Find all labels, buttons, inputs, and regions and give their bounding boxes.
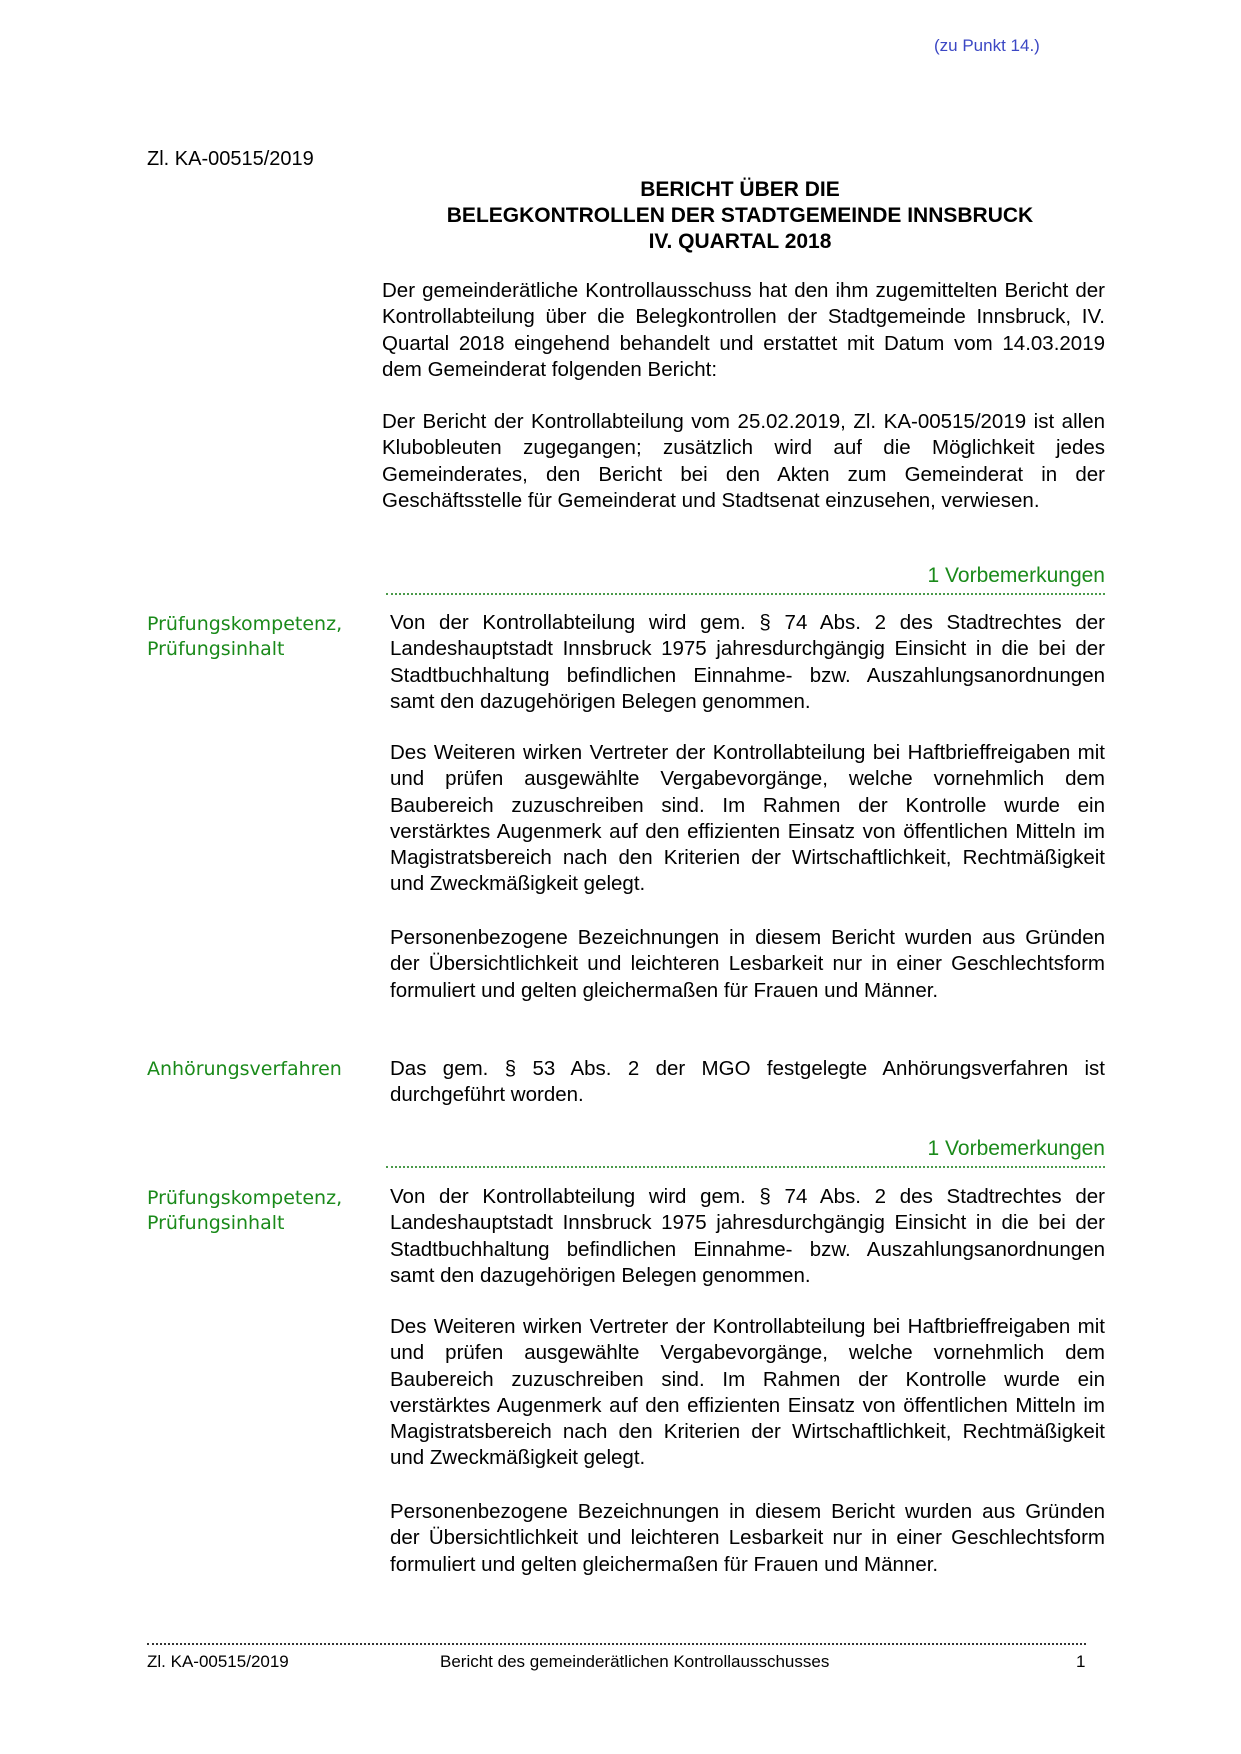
section-heading: 1 Vorbemerkungen [386, 563, 1105, 595]
title-line-2: BELEGKONTROLLEN DER STADTGEMEINDE INNSBRUCK [446, 204, 1034, 227]
section-paragraph-2-repeat: Des Weiteren wirken Vertreter der Kontrollabteilung bei Haftbrieffreigaben mit und prüfen ausgewählte Vergabevorgänge, welche vornehmlich dem Baubereich zuzuschreiben sind. Im Rahmen der Kontrolle wurde ein verstärktes Augenmerk auf den effizienten Einsatz von öffentlichen Mitteln im Magistratsbereich nach den Kriterien der Wirtschaftlichkeit, Rechtmäßigkeit und Zweckmäßigkeit gelegt. [390, 1315, 1105, 1470]
side-label-competence [147, 612, 342, 662]
side-label-line-1: Prüfungskompetenz, [147, 613, 343, 635]
section-paragraph-3-repeat: Personenbezogene Bezeichnungen in diesem Bericht wurden aus Gründen der Übersichtlichkeit und leichteren Lesbarkeit nur in einer Geschlechtsform formuliert und gelten gleichermaßen für Frauen und Männer. [390, 1500, 1105, 1576]
section-paragraph-1-repeat: Von der Kontrollabteilung wird gem. § 74 Abs. 2 des Stadtrechtes der Landeshauptstadt Innsbruck 1975 jahresdurchgängig Einsicht in die bei der Stadtbuchhaltung befindlichen Einnahme- bzw. Auszahlungsanordnungen samt den dazugehörigen Belegen genommen. [390, 1185, 1105, 1287]
report-title [380, 177, 1100, 255]
section-paragraph-3: Personenbezogene Bezeichnungen in diesem Bericht wurden aus Gründen der Übersichtlichkeit und leichteren Lesbarkeit nur in einer Geschlechtsform formuliert und gelten gleichermaßen für Frauen und Männer. [390, 926, 1105, 1002]
section-paragraph-4: Das gem. § 53 Abs. 2 der MGO festgelegte Anhörungsverfahren ist durchgeführt worden. [390, 1057, 1105, 1107]
footer-file-number: Zl. KA-00515/2019 [147, 1652, 289, 1671]
side-label-hearing: Anhörungsverfahren [147, 1058, 342, 1080]
section-paragraph-2: Des Weiteren wirken Vertreter der Kontrollabteilung bei Haftbrieffreigaben mit und prüfen ausgewählte Vergabevorgänge, welche vornehmlich dem Baubereich zuzuschreiben sind. Im Rahmen der Kontrolle wurde ein verstärktes Augenmerk auf den effizienten Einsatz von öffentlichen Mitteln im Magistratsbereich nach den Kriterien der Wirtschaftlichkeit, Rechtmäßigkeit und Zweckmäßigkeit gelegt. [390, 741, 1105, 896]
file-number: Zl. KA-00515/2019 [147, 148, 314, 170]
page-number: 1 [1076, 1652, 1086, 1671]
side-label-competence-repeat [147, 1186, 342, 1236]
intro-paragraph-1: Der gemeinderätliche Kontrollausschuss hat den ihm zugemittelten Bericht der Kontrollabteilung über die Belegkontrollen der Stadtgemeinde Innsbruck, IV. Quartal 2018 eingehend behandelt und erstattet mit Datum vom 14.03.2019 dem Gemeinderat folgenden Bericht: [382, 279, 1105, 381]
title-line-3: IV. QUARTAL 2018 [648, 230, 832, 253]
intro-paragraph-2: Der Bericht der Kontrollabteilung vom 25.02.2019, Zl. KA-00515/2019 ist allen Klubobleuten zugegangen; zusätzlich wird auf die Möglichkeit jedes Gemeinderates, den Bericht bei den Akten zum Gemeinderat in der Geschäftsstelle für Gemeinderat und Stadtsenat einzusehen, verwiesen. [382, 410, 1105, 512]
agenda-reference: (zu Punkt 14.) [934, 36, 1040, 55]
footer-title: Bericht des gemeinderätlichen Kontrollausschusses [440, 1652, 830, 1671]
title-line-1: BERICHT ÜBER DIE [640, 178, 840, 201]
side-label-line-2: Prüfungsinhalt [147, 1212, 285, 1234]
side-label-line-1: Prüfungskompetenz, [147, 1187, 343, 1209]
section-paragraph-1: Von der Kontrollabteilung wird gem. § 74 Abs. 2 des Stadtrechtes der Landeshauptstadt Innsbruck 1975 jahresdurchgängig Einsicht in die bei der Stadtbuchhaltung befindlichen Einnahme- bzw. Auszahlungsanordnungen samt den dazugehörigen Belegen genommen. [390, 611, 1105, 713]
footer-divider [147, 1643, 1086, 1645]
section-heading-repeat: 1 Vorbemerkungen [386, 1136, 1105, 1168]
side-label-line-2: Prüfungsinhalt [147, 638, 285, 660]
